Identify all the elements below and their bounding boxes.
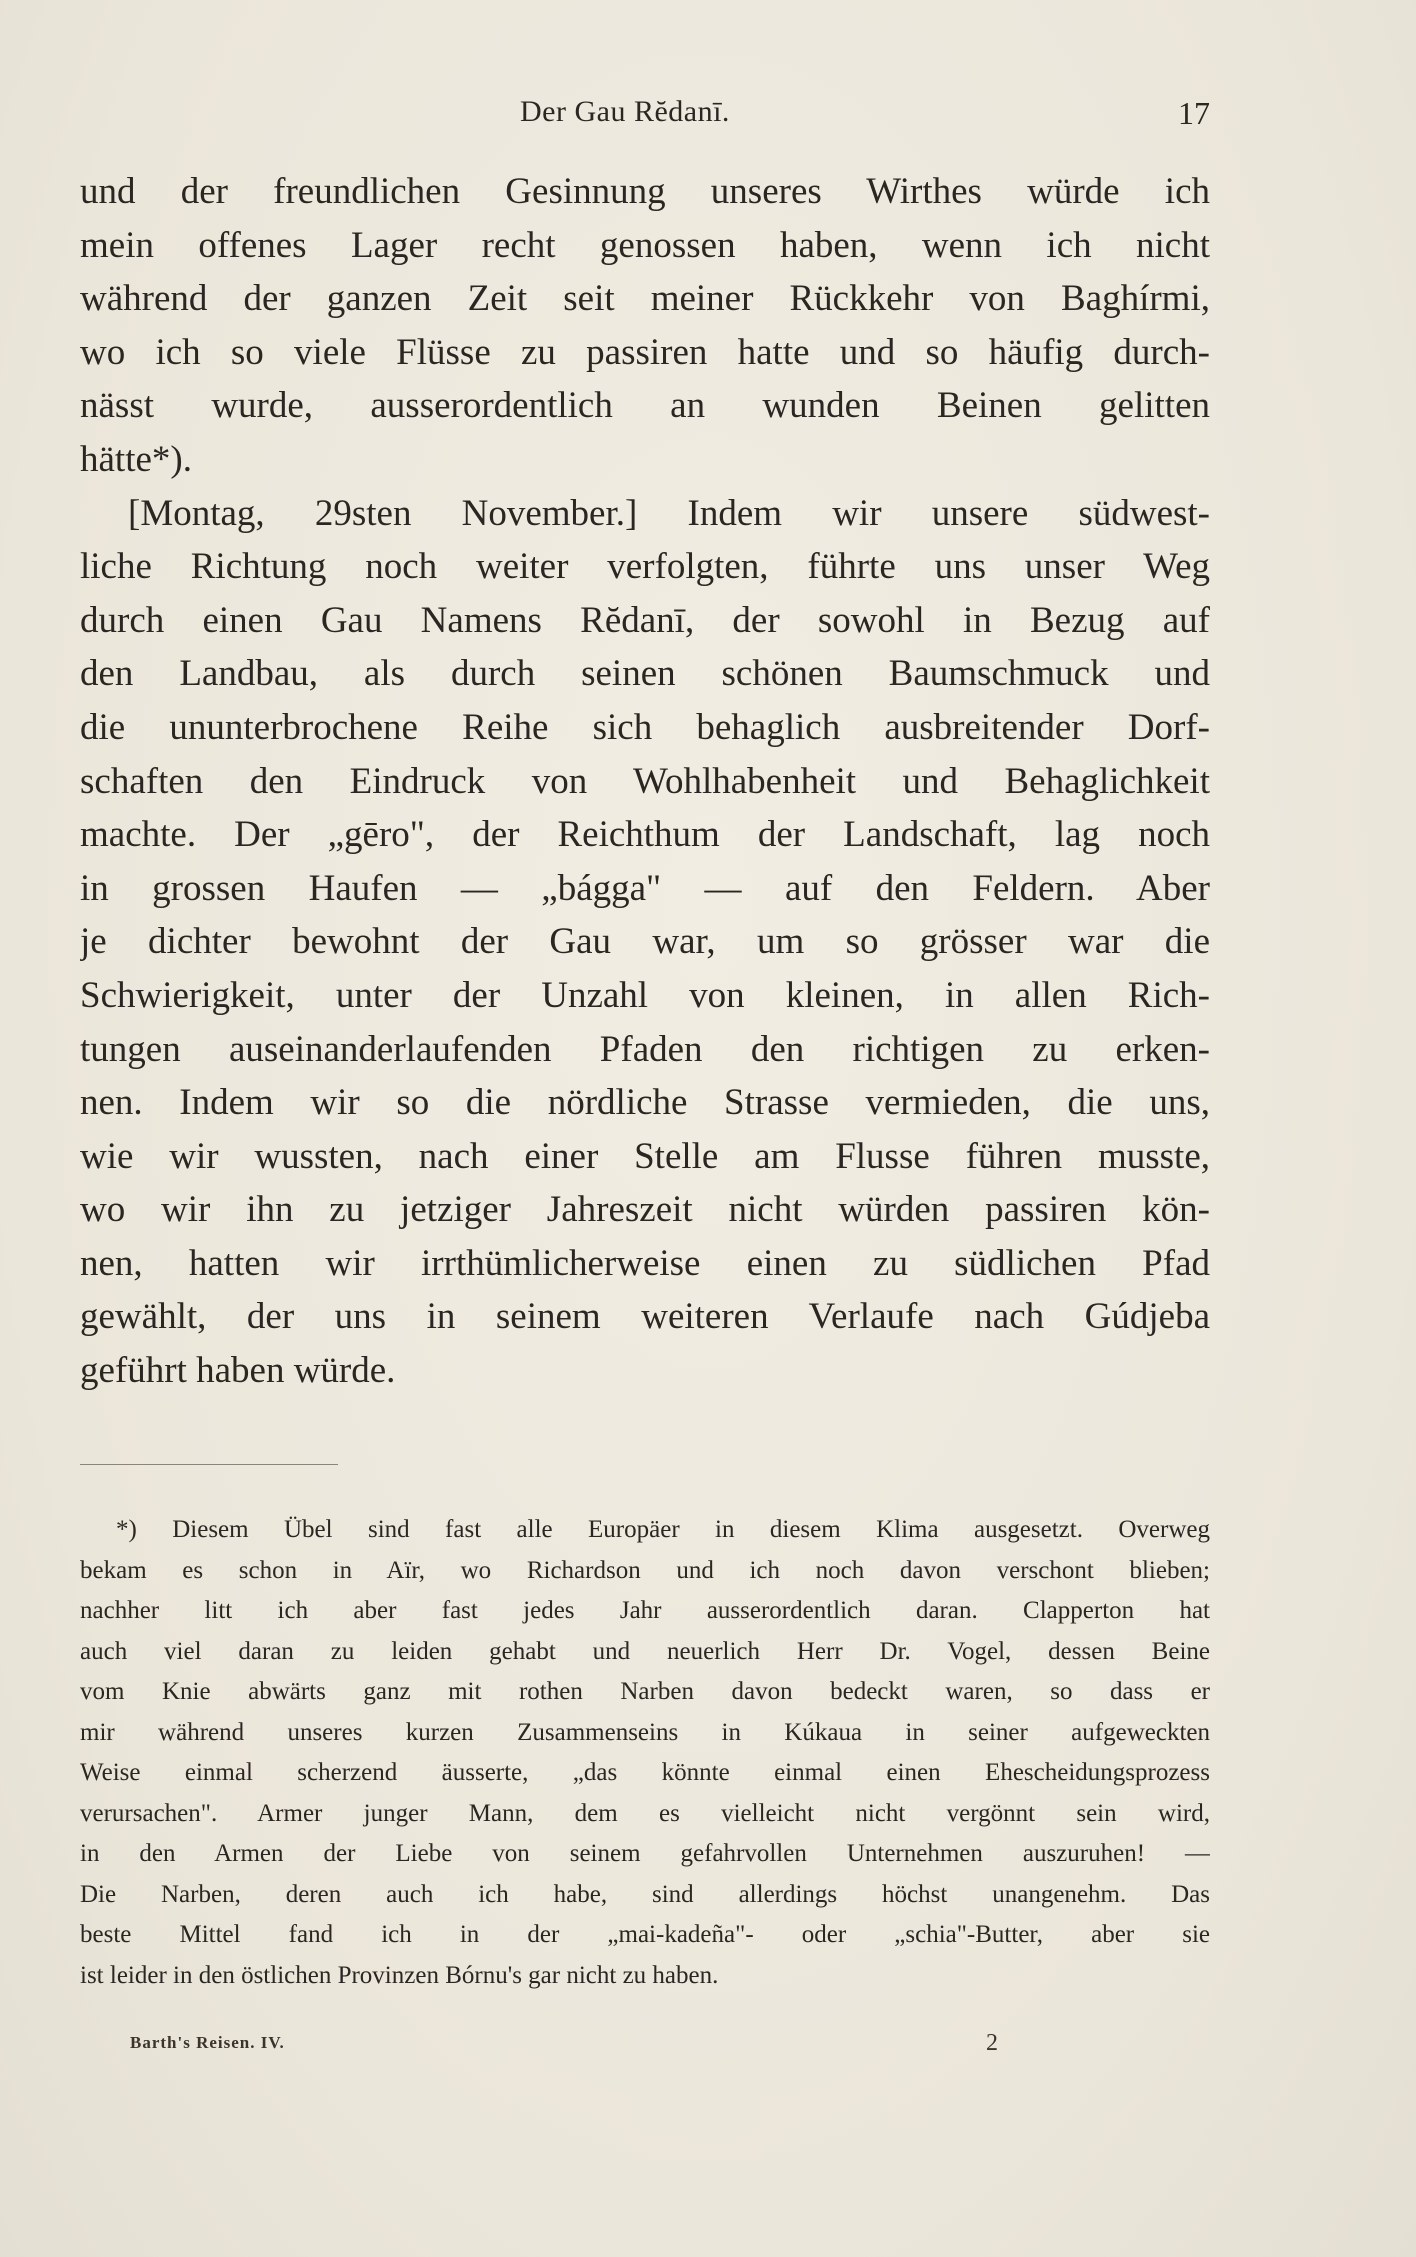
text-line: während der ganzen Zeit seit meiner Rückkehr von Baghírmi, — [80, 278, 1210, 320]
text-line: machte. Der „gēro", der Reichthum der Landschaft, lag noch — [80, 814, 1210, 856]
footnote-line: in den Armen der Liebe von seinem gefahrvollen Unternehmen auszuruhen! — — [80, 1840, 1210, 1867]
text-line: nässt wurde, ausserordentlich an wunden Beinen gelitten — [80, 385, 1210, 427]
running-head — [80, 95, 1210, 135]
text-line: gewählt, der uns in seinem weiteren Verlaufe nach Gúdjeba — [80, 1296, 1210, 1338]
signature-mark: 2 — [986, 2030, 998, 2056]
footnote-line: Weise einmal scherzend äusserte, „das könnte einmal einen Ehescheidungsprozess — [80, 1759, 1210, 1786]
footnote-line: ist leider in den östlichen Provinzen Bórnu's gar nicht zu haben. — [80, 1961, 719, 1989]
text-line: schaften den Eindruck von Wohlhabenheit und Behaglichkeit — [80, 760, 1210, 802]
text-line: liche Richtung noch weiter verfolgten, führte uns unser Weg — [80, 546, 1210, 588]
running-title: Der Gau Rĕdanī. — [520, 95, 730, 128]
footnote-line: beste Mittel fand ich in der „mai-kadeña"- oder „schia"-Butter, aber sie — [80, 1921, 1210, 1948]
text-line: Schwierigkeit, unter der Unzahl von kleinen, in allen Rich- — [80, 974, 1210, 1016]
page-number: 17 — [1178, 95, 1210, 131]
footnote-line: vom Knie abwärts ganz mit rothen Narben davon bedeckt waren, so dass er — [80, 1678, 1210, 1705]
text-line: wie wir wussten, nach einer Stelle am Flusse führen musste, — [80, 1135, 1210, 1177]
text-line: geführt haben würde. — [80, 1350, 396, 1392]
text-line: den Landbau, als durch seinen schönen Baumschmuck und — [80, 653, 1210, 695]
text-line: je dichter bewohnt der Gau war, um so grösser war die — [80, 921, 1210, 963]
text-line: hätte*). — [80, 438, 192, 480]
footnote-separator-rule — [80, 1464, 338, 1465]
footnote-line: Die Narben, deren auch ich habe, sind allerdings höchst unangenehm. Das — [80, 1880, 1210, 1908]
text-line: mein offenes Lager recht genossen haben, wenn ich nicht — [80, 224, 1210, 266]
footnote-line: mir während unseres kurzen Zusammenseins in Kúkaua in seiner aufgeweckten — [80, 1718, 1210, 1746]
footnote — [80, 1510, 1210, 1996]
main-text — [80, 165, 1210, 1398]
text-line: und der freundlichen Gesinnung unseres Wirthes würde ich — [80, 171, 1210, 212]
footnote-line: auch viel daran zu leiden gehabt und neuerlich Herr Dr. Vogel, dessen Beine — [80, 1637, 1210, 1665]
text-line-paragraph-start: [Montag, 29sten November.] Indem wir unsere südwest- — [128, 492, 1210, 534]
footnote-line: nachher litt ich aber fast jedes Jahr ausserordentlich daran. Clapperton hat — [80, 1597, 1210, 1624]
footnote-line: *) Diesem Übel sind fast alle Europäer in diesem Klima ausgesetzt. Overweg — [116, 1516, 1210, 1543]
text-line: tungen auseinanderlaufenden Pfaden den richtigen zu erken- — [80, 1028, 1210, 1070]
footnote-line: verursachen". Armer junger Mann, dem es vielleicht nicht vergönnt sein wird, — [80, 1799, 1210, 1827]
printer-signature: Barth's Reisen. IV. — [130, 2033, 285, 2052]
text-line: durch einen Gau Namens Rĕdanī, der sowohl in Bezug auf — [80, 599, 1210, 641]
text-line: die ununterbrochene Reihe sich behaglich ausbreitender Dorf- — [80, 706, 1210, 748]
text-line: nen, hatten wir irrthümlicherweise einen zu südlichen Pfad — [80, 1242, 1210, 1284]
text-line: wo ich so viele Flüsse zu passiren hatte und so häufig durch- — [80, 331, 1210, 373]
text-line: in grossen Haufen — „bágga" — auf den Feldern. Aber — [80, 867, 1210, 909]
text-line: nen. Indem wir so die nördliche Strasse vermieden, die uns, — [80, 1082, 1210, 1124]
text-line: wo wir ihn zu jetziger Jahreszeit nicht würden passiren kön- — [80, 1189, 1210, 1231]
footnote-line: bekam es schon in Aïr, wo Richardson und ich noch davon verschont blieben; — [80, 1556, 1210, 1584]
